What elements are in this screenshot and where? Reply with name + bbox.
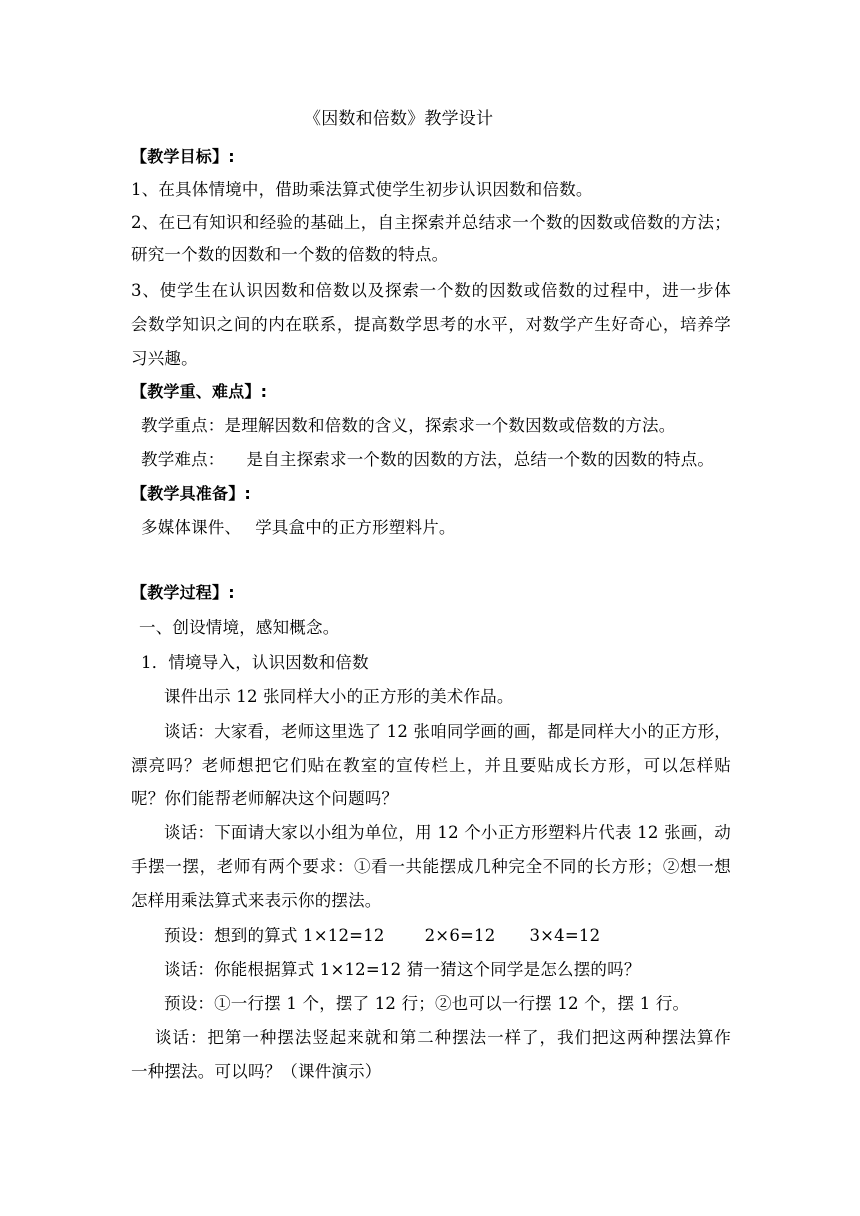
keypoints-heading: 【教学重、难点】: xyxy=(131,382,268,401)
materials-part-a: 多媒体课件、 xyxy=(141,518,242,537)
goal-2-line-2: 研究一个数的因数和一个数的倍数的特点。 xyxy=(131,245,449,264)
paragraph-3-line-3: 怎样用乘法算式来表示你的摆法。 xyxy=(131,891,382,910)
formula-1: 预设：想到的算式 1×12=12 xyxy=(164,926,385,945)
difficult-point xyxy=(141,449,714,471)
paragraph-2-line-3: 呢？你们能帮老师解决这个问题吗？ xyxy=(131,789,399,808)
difficult-label: 教学难点： xyxy=(141,450,225,469)
paragraph-2-line-1: 谈话：大家看，老师这里选了 12 张咱同学画的画，都是同样大小的正方形， xyxy=(164,722,731,741)
paragraph-3-line-2: 手摆一摆，老师有两个要求：①看一共能摆成几种完全不同的长方形；②想一想 xyxy=(131,857,731,876)
paragraph-6: 预设：①一行摆 1 个，摆了 12 行；②也可以一行摆 12 个，摆 1 行。 xyxy=(164,994,690,1013)
paragraph-5: 谈话：你能根据算式 1×12=12 猜一猜这个同学是怎么摆的吗？ xyxy=(164,960,641,979)
paragraph-2-line-2: 漂亮吗？老师想把它们贴在教室的宣传栏上，并且要贴成长方形，可以怎样贴 xyxy=(131,756,731,775)
difficult-text: 是自主探索求一个数的因数的方法，总结一个数的因数的特点。 xyxy=(246,450,715,469)
formula-2: 2×6=12 xyxy=(424,926,496,945)
materials-heading: 【教学具准备】: xyxy=(131,484,251,503)
step-1-heading: 1．情境导入，认识因数和倍数 xyxy=(141,653,369,672)
key-point: 教学重点：是理解因数和倍数的含义，探索求一个数因数或倍数的方法。 xyxy=(141,416,676,435)
paragraph-1: 课件出示 12 张同样大小的正方形的美术作品。 xyxy=(164,687,514,706)
paragraph-7-line-2: 一种摆法。可以吗？（课件演示） xyxy=(131,1062,382,1081)
goal-3-line-1: 3、使学生在认识因数和倍数以及探索一个数的因数或倍数的过程中，进一步体 xyxy=(131,281,731,300)
formula-3: 3×4=12 xyxy=(529,926,601,945)
materials xyxy=(141,517,456,539)
goals-heading: 【教学目标】: xyxy=(131,147,235,166)
goal-3-line-2: 会数学知识之间的内在联系，提高数学思考的水平，对数学产生好奇心，培养学 xyxy=(131,315,731,334)
goal-3-line-3: 习兴趣。 xyxy=(131,349,198,368)
goal-2-line-1: 2、在已有知识和经验的基础上，自主探索并总结求一个数的因数或倍数的方法； xyxy=(131,213,731,232)
document-title: 《因数和倍数》教学设计 xyxy=(304,109,494,129)
part-1-heading: 一、创设情境，感知概念。 xyxy=(139,618,340,637)
goal-1: 1、在具体情境中，借助乘法算式使学生初步认识因数和倍数。 xyxy=(131,180,593,199)
paragraph-3-line-1: 谈话：下面请大家以小组为单位，用 12 个小正方形塑料片代表 12 张画，动 xyxy=(164,823,731,842)
materials-part-b: 学具盒中的正方形塑料片。 xyxy=(255,518,456,537)
paragraph-4 xyxy=(164,925,600,947)
paragraph-7-line-1: 谈话：把第一种摆法竖起来就和第二种摆法一样了，我们把这两种摆法算作 xyxy=(155,1028,731,1047)
process-heading: 【教学过程】: xyxy=(131,583,235,602)
